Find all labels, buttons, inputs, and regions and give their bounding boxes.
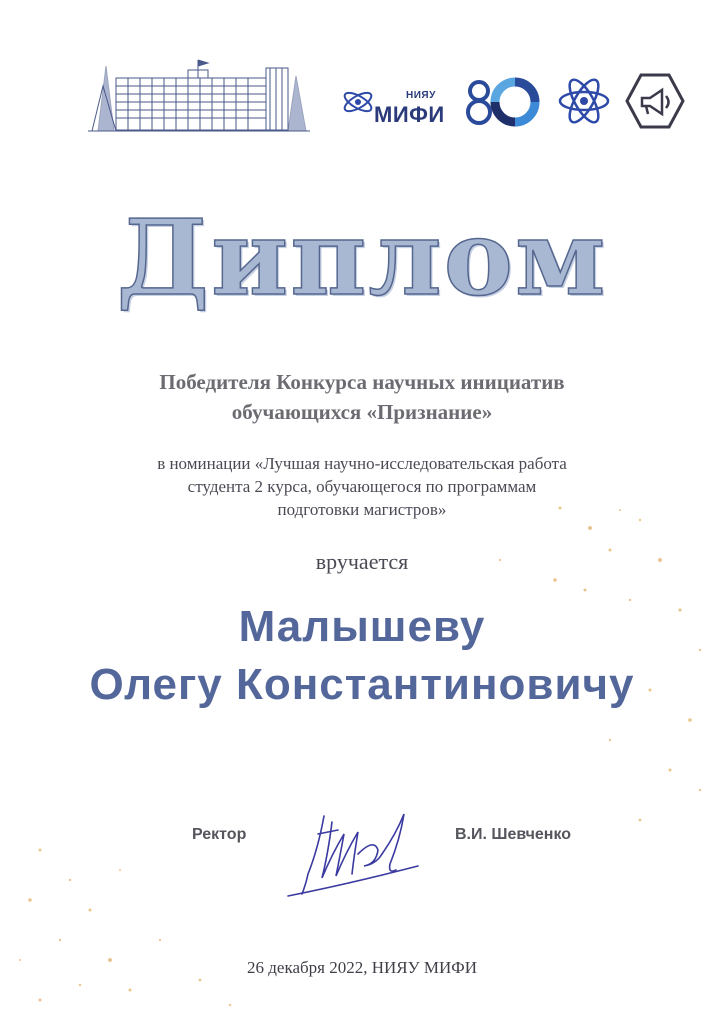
mephi-logo xyxy=(340,76,455,130)
nomination-line-3: подготовки магистров» xyxy=(277,500,447,519)
recipient-given-names: Олегу Константиновичу xyxy=(89,660,635,709)
recipient-surname: Малышеву xyxy=(238,602,486,651)
award-heading-line-2: обучающихся «Признание» xyxy=(231,400,493,424)
mephi-logo-big-text: МИФИ xyxy=(374,102,445,127)
award-heading-line-1: Победителя Конкурса научных инициатив xyxy=(159,370,565,394)
mephi-atom-icon xyxy=(340,84,376,120)
mephi-logo-small-text: НИЯУ xyxy=(406,90,436,101)
recipient-name xyxy=(0,598,724,714)
award-heading xyxy=(60,367,664,427)
diploma-title: Диплом xyxy=(116,196,608,319)
nomination-line-2: студента 2 курса, обучающегося по программам xyxy=(187,477,537,496)
megaphone-hexagon-icon xyxy=(624,72,686,130)
issue-date-place: 26 декабря 2022, НИЯУ МИФИ xyxy=(247,958,477,977)
awarded-label: вручается xyxy=(315,549,409,574)
nomination-text xyxy=(80,452,644,521)
university-building-illustration xyxy=(88,56,310,134)
nomination-line-1: в номинации «Лучшая научно-исследовательская работа xyxy=(157,454,567,473)
signer-name: В.И. Шевченко xyxy=(455,826,572,843)
anniversary-80-icon xyxy=(463,76,543,128)
rector-signature xyxy=(278,794,428,902)
signer-title: Ректор xyxy=(192,826,247,843)
atom-icon xyxy=(556,72,612,130)
